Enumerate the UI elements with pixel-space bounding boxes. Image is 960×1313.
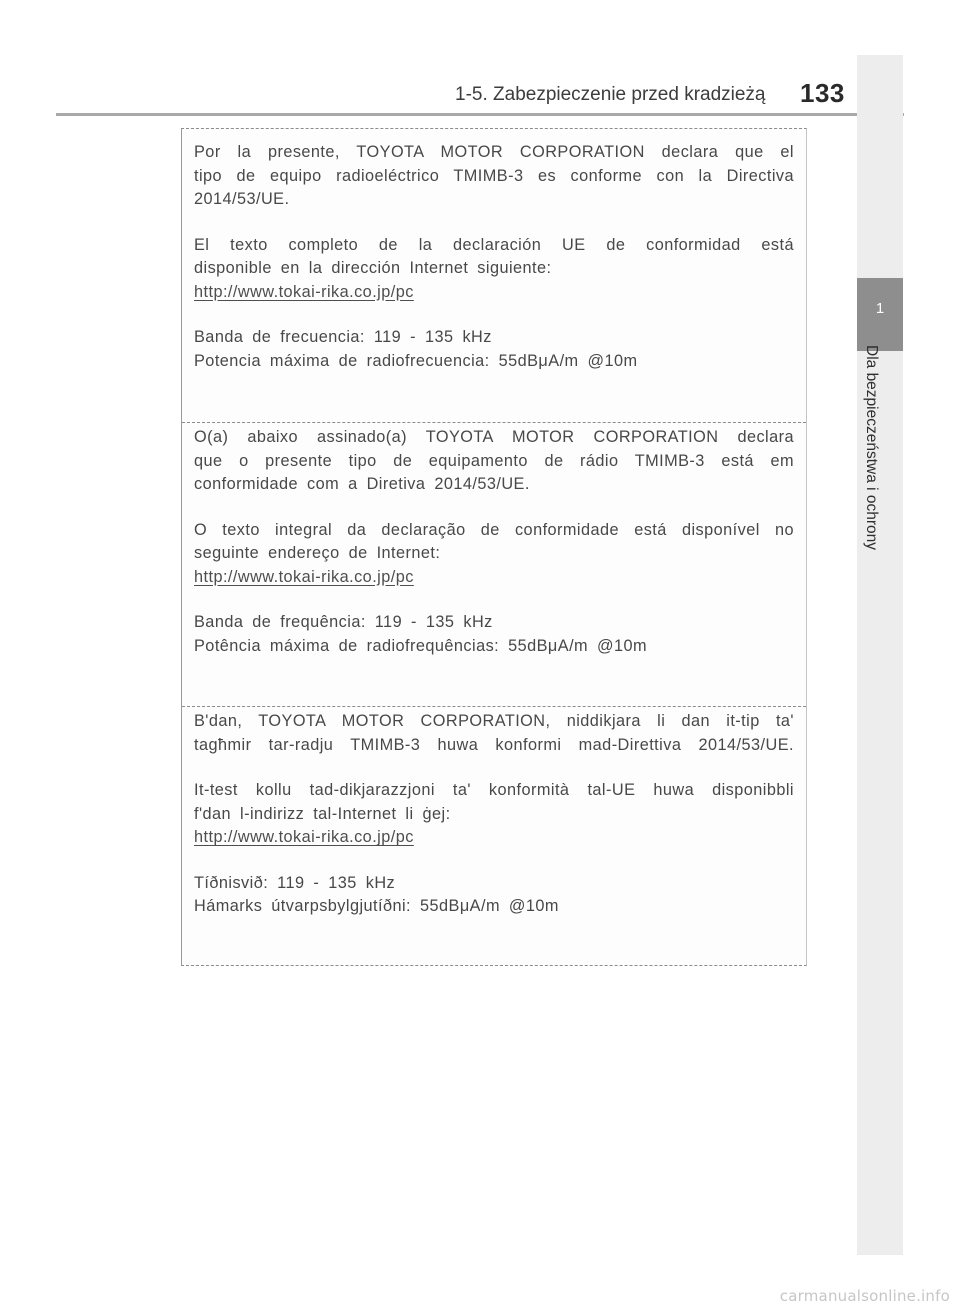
text-line: seguinte endereço de Internet: (194, 544, 441, 562)
frequency-band: Tíðnisvið: 119 - 135 kHz (194, 873, 396, 892)
chapter-title-text: Dla bezpieczeństwa i ochrony (863, 345, 880, 551)
text-line: f'dan l-indirizz tal-Internet li ġej: (194, 804, 451, 823)
frequency-band: Banda de frequência: 119 - 135 kHz (194, 613, 493, 631)
max-power: Potência máxima de radiofrequências: 55dBμA/m @10m (194, 636, 648, 655)
text-line: B'dan, TOYOTA MOTOR CORPORATION, niddikjara li dan it-tip ta' (194, 712, 794, 730)
watermark: carmanualsonline.info (779, 1287, 950, 1305)
page-number: 133 (800, 78, 845, 108)
portuguese-declaration (194, 426, 794, 658)
text-line: conformidade com a Diretiva 2014/53/UE. (194, 475, 530, 493)
section-divider (182, 706, 806, 707)
text-line: El texto completo de la declaración UE de conformidad está (194, 235, 794, 254)
text-line: 2014/53/UE. (194, 190, 290, 208)
max-power: Hámarks útvarpsbylgjutíðni: 55dBμA/m @10m (194, 897, 559, 915)
text-line: tipo de equipo radioeléctrico TMIMB-3 es conforme con la Directiva (194, 166, 794, 185)
declaration-link[interactable]: http://www.tokai-rika.co.jp/pc (194, 567, 414, 586)
text-line: Por la presente, TOYOTA MOTOR CORPORATION declara que el (194, 143, 794, 161)
section-title: 1-5. Zabezpieczenie przed kradzieżą (455, 84, 766, 105)
section-divider (182, 422, 806, 423)
declaration-link[interactable]: http://www.tokai-rika.co.jp/pc (194, 828, 414, 846)
text-line: O texto integral da declaração de conformidade está disponível no (194, 520, 794, 539)
text-line: It-test kollu tad-dikjarazzjoni ta' konformità tal-UE huwa disponibbli (194, 781, 794, 799)
frequency-band: Banda de frecuencia: 119 - 135 kHz (194, 328, 492, 346)
chapter-tab (857, 278, 903, 351)
header-rule (56, 113, 904, 116)
text-line: tagħmir tar-radju TMIMB-3 huwa konformi mad-Direttiva 2014/53/UE. (194, 735, 794, 754)
chapter-number: 1 (875, 300, 885, 317)
text-line: que o presente tipo de equipamento de rádio TMIMB-3 está em (194, 451, 794, 470)
text-line: O(a) abaixo assinado(a) TOYOTA MOTOR CORPORATION declara (194, 428, 794, 446)
max-power: Potencia máxima de radiofrecuencia: 55dBμA/m @10m (194, 351, 638, 370)
maltese-icelandic-declaration (194, 710, 794, 919)
side-strip (857, 55, 903, 1255)
text-line: disponible en la dirección Internet siguiente: (194, 259, 552, 277)
declaration-link[interactable]: http://www.tokai-rika.co.jp/pc (194, 282, 414, 301)
spanish-declaration (194, 141, 794, 373)
declaration-scan (181, 128, 807, 966)
